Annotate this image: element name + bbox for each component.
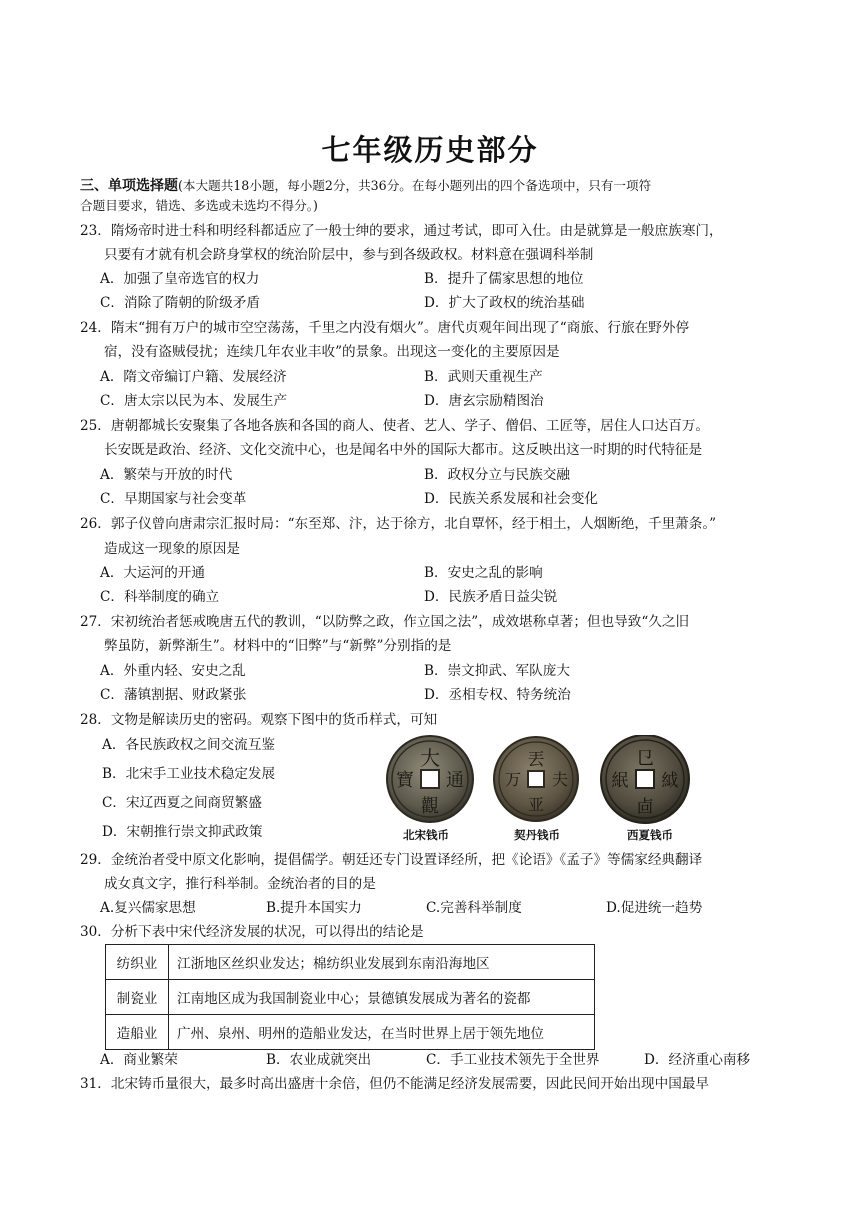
question-27-option-b: B．崇文抑武、军队庞大: [424, 663, 570, 679]
question-26-option-a: A．大运河的开通: [100, 565, 205, 581]
section-header: [80, 176, 651, 196]
question-27-line-1: 27．宋初统治者惩戒晚唐五代的教训，“以防弊之政，作立国之法”，成效堪称卓著；但也导致“久之旧: [80, 614, 690, 630]
coin-2-char-top: 丟: [527, 750, 545, 770]
question-25-line-2: 长安既是政治、经济、文化交流中心，也是闻名中外的国际大都市。这反映出这一时期的时代特征是: [104, 442, 703, 458]
question-30-option-b: B．农业成就突出: [266, 1052, 372, 1068]
question-23-option-a: A．加强了皇帝选官的权力: [100, 271, 260, 287]
coin-khitan: [494, 737, 578, 821]
question-23-line-2: 只要有才就有机会跻身掌权的统治阶层中，参与到各级政权。材料意在强调科举制: [104, 247, 594, 263]
question-27-option-c: C．藩镇割据、财政紧张: [100, 687, 247, 703]
question-24-option-c: C．唐太宗以民为本、发展生产: [100, 393, 288, 409]
question-29-option-c: C.完善科举制度: [426, 900, 522, 916]
question-24-option-b: B．武则天重视生产: [424, 369, 543, 385]
question-26-line-1: 26．郭子仪曾向唐肃宗汇报时局：“东至郑、汴，达于徐方，北自覃怀，经于相土，人烟断绝，千里萧条。”: [80, 516, 717, 532]
section-note-1: (本大题共18小题，每小题2分，共36分。在每小题列出的四个备选项中，只有一项符: [178, 178, 652, 193]
coin-caption-western-xia: 西夏钱币: [627, 828, 673, 842]
question-27-option-d: D．丞相专权、特务统治: [424, 687, 571, 703]
question-25-option-d: D．民族关系发展和社会变化: [424, 491, 599, 507]
question-25-option-c: C．早期国家与社会变革: [100, 491, 247, 507]
coin-3-char-right: 䋐: [661, 771, 679, 791]
question-30-option-a: A．商业繁荣: [100, 1052, 178, 1068]
page-title: 七年级历史部分: [321, 133, 539, 167]
question-25-option-a: A．繁荣与开放的时代: [100, 467, 233, 483]
coin-2-char-bottom: 亚: [527, 795, 545, 814]
table-cell-description: 广州、泉州、明州的造船业发达，在当时世界上居于领先地位: [169, 1015, 595, 1050]
question-23-option-d: D．扩大了政权的统治基础: [424, 295, 585, 311]
economy-table: [105, 944, 595, 1050]
question-24-line-1: 24．隋末“拥有万户的城市空空荡荡，千里之内没有烟火”。唐代贞观年间出现了“商旅、行旅在野外停: [80, 320, 690, 336]
question-28-line-1: 28．文物是解读历史的密码。观察下图中的货币样式，可知: [80, 712, 438, 728]
question-23-option-c: C．消除了隋朝的阶级矛盾: [100, 295, 260, 311]
coin-1-char-left: 寶: [396, 770, 414, 791]
question-26-option-b: B．安史之乱的影响: [424, 565, 543, 581]
question-28-option-b: B．北宋手工业技术稳定发展: [102, 766, 276, 782]
table-cell-description: 江南地区成为我国制瓷业中心；景德镇发展成为著名的瓷都: [169, 980, 595, 1015]
question-29-option-b: B.提升本国实力: [266, 900, 362, 916]
question-27-option-a: A．外重内轻、安史之乱: [100, 663, 246, 679]
question-26-option-d: D．民族矛盾日益尖锐: [424, 589, 558, 605]
section-note-2: 合题目要求，错选、多选或未选均不得分。): [80, 198, 318, 213]
coins-figure: [380, 735, 700, 845]
coin-2-char-right: 夫: [551, 770, 569, 789]
coin-caption-northern-song: 北宋钱币: [403, 828, 449, 842]
coin-1-char-top: 大: [420, 746, 440, 770]
question-30-option-c: C．手工业技术领先于全世界: [426, 1052, 600, 1068]
table-cell-industry: 制瓷业: [106, 980, 169, 1015]
coin-2-char-left: 万: [504, 770, 522, 789]
question-31-line-1: 31．北宋铸币量很大，最多时高出盛唐十余倍，但仍不能满足经济发展需要，因此民间开始出现中国最早: [80, 1076, 710, 1092]
coin-northern-song: [387, 736, 473, 822]
question-25-line-1: 25．唐朝都城长安聚集了各地各族和各国的商人、使者、艺人、学子、僧侣、工匠等，居住人口达百万。: [80, 418, 710, 434]
coin-1-char-bottom: 觀: [421, 796, 439, 817]
question-29-line-2: 成女真文字，推行科举制。金统治者的目的是: [104, 876, 376, 892]
table-row: [106, 945, 595, 980]
question-28-option-c: C．宋辽西夏之间商贸繁盛: [102, 795, 262, 811]
section-heading: 三、单项选择题: [80, 178, 178, 194]
question-29-line-1: 29．金统治者受中原文化影响，提倡儒学。朝廷还专门设置译经所，把《论语》《孟子》等儒家经典翻译: [80, 852, 703, 868]
table-cell-industry: 造船业: [106, 1015, 169, 1050]
table-cell-description: 江浙地区丝织业发达；棉纺织业发展到东南沿海地区: [169, 945, 595, 980]
table-row: [106, 1015, 595, 1050]
coin-caption-khitan: 契丹钱币: [514, 828, 560, 842]
question-27-line-2: 弊虽防，新弊渐生”。材料中的“旧弊”与“新弊”分别指的是: [104, 638, 452, 654]
question-28-option-a: A．各民族政权之间交流互鉴: [102, 737, 275, 753]
table-cell-industry: 纺织业: [106, 945, 169, 980]
question-28-option-d: D．宋朝推行崇文抑武政策: [102, 824, 263, 840]
question-26-line-2: 造成这一现象的原因是: [104, 541, 240, 557]
coin-western-xia: [601, 735, 689, 823]
question-23-option-b: B．提升了儒家思想的地位: [424, 271, 584, 287]
question-29-option-d: D.促进统一趋势: [606, 900, 703, 916]
question-30-option-d: D．经济重心南移: [644, 1052, 751, 1068]
table-row: [106, 980, 595, 1015]
question-23-line-1: 23．隋炀帝时进士科和明经科都适应了一般士绅的要求，通过考试，即可入仕。由是就算是一般庶族寒门，: [80, 223, 723, 239]
coin-3-char-bottom: 㔽: [636, 797, 654, 817]
question-25-option-b: B．政权分立与民族交融: [424, 467, 570, 483]
coin-1-char-right: 通: [446, 770, 464, 791]
question-26-option-c: C．科举制度的确立: [100, 589, 220, 605]
question-30-line-1: 30．分析下表中宋代经济发展的状况，可以得出的结论是: [80, 924, 424, 940]
coin-3-char-top: 㔾: [636, 748, 654, 769]
question-24-line-2: 宿，没有盗贼侵扰；连续几年农业丰收”的景象。出现这一变化的主要原因是: [104, 344, 560, 360]
coin-3-char-left: 䋋: [611, 771, 629, 791]
question-24-option-d: D．唐玄宗励精图治: [424, 393, 544, 409]
question-29-option-a: A.复兴儒家思想: [100, 900, 196, 916]
question-24-option-a: A．隋文帝编订户籍、发展经济: [100, 369, 287, 385]
